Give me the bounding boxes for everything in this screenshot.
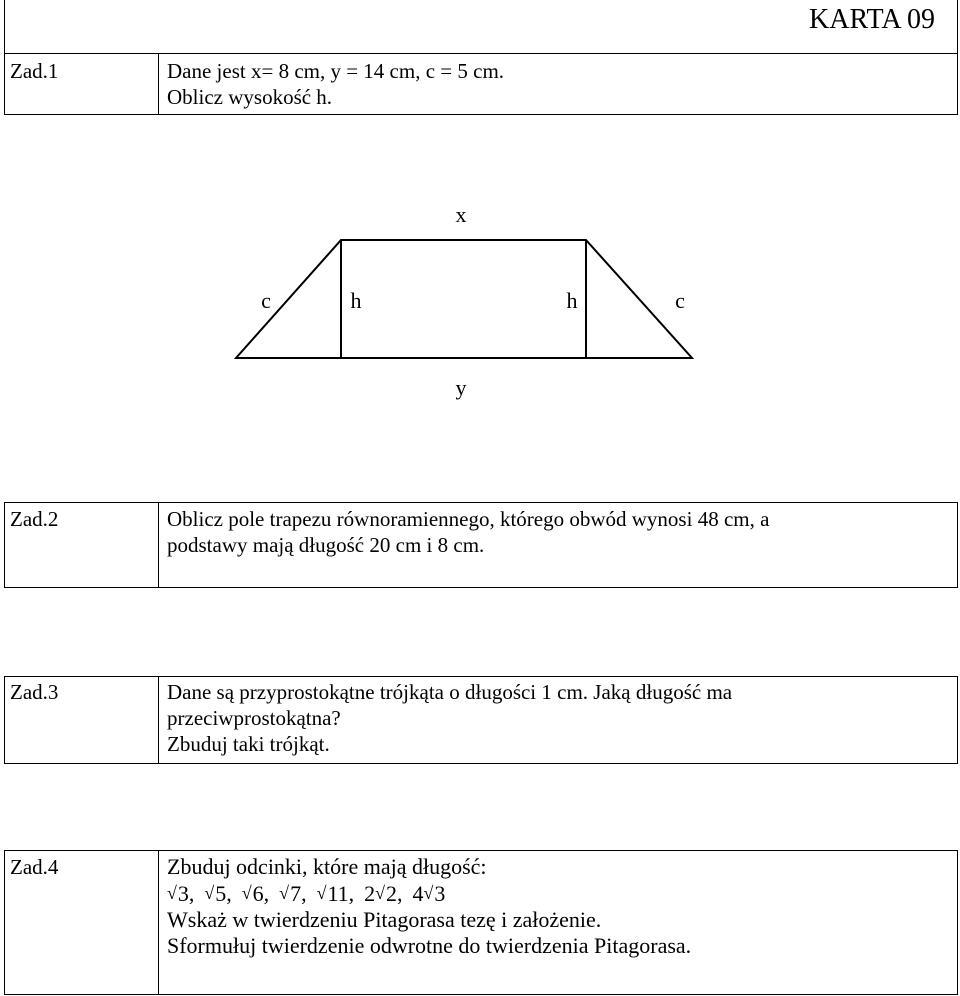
sqrt-icon: √ [423,883,434,903]
task-4-text [167,854,691,959]
task-3-divider [158,676,159,764]
sqrt-value [413,880,446,907]
sqrt-radicand: 6, [252,881,270,906]
task-3-line-3: Zbuduj taki trójkąt. [167,732,330,756]
task-3-text [167,679,732,757]
task-4-line-4: Sformułuj twierdzenie odwrotne do twierdzenia Pitagorasa. [167,933,692,958]
sqrt-icon: √ [316,883,327,903]
task-4-line-3: Wskaż w twierdzeniu Pitagorasa tezę i założenie. [167,907,602,932]
sqrt-coefficient: 2 [364,881,376,906]
sqrt-icon: √ [279,883,290,903]
sqrt-value [204,880,231,907]
sqrt-value [279,880,306,907]
sqrt-icon: √ [241,883,252,903]
sqrt-radicand: 5, [215,881,232,906]
sqrt-icon: √ [375,883,386,903]
sqrt-value [364,880,402,907]
task-2-line-2: podstawy mają długość 20 cm i 8 cm. [167,533,485,557]
sqrt-icon: √ [204,883,215,903]
label-y: y [455,375,467,400]
sqrt-value [242,880,269,907]
sqrt-value [317,880,355,907]
task-4-label: Zad.4 [10,855,59,879]
sqrt-radicand: 3, [177,881,195,906]
task-3-line-2: przeciwprostokątna? [167,706,341,730]
label-x: x [455,202,467,227]
task-1-line-2: Oblicz wysokość h. [167,85,333,109]
page-title-text: KARTA 09 [809,4,935,35]
task-4-divider [158,850,159,995]
sqrt-coefficient: 4 [412,881,424,906]
page-title [5,4,959,36]
sqrt-radicand: 7, [290,881,307,906]
task-1-line-1: Dane jest x= 8 cm, y = 14 cm, c = 5 cm. [167,59,505,83]
sqrt-icon: √ [167,883,177,903]
task-2-label: Zad.2 [10,507,59,531]
title-box [4,0,958,54]
task-3-line-1: Dane są przyprostokątne trójkąta o długości 1 cm. Jaką długość ma [167,680,733,704]
label-c-right: c [675,288,685,313]
task-2-divider [158,502,159,588]
task-2-line-1: Oblicz pole trapezu równoramiennego, którego obwód wynosi 48 cm, a [167,507,770,531]
sqrt-radicand: 11, [327,881,355,906]
sqrt-radicand: 3 [434,881,446,906]
task-3-label: Zad.3 [10,680,59,704]
sqrt-radicand: 2, [386,881,403,906]
task-4-roots [167,880,691,907]
label-h-right: h [566,288,578,313]
task-1-text [167,58,504,110]
task-4-line-1: Zbuduj odcinki, które mają długość: [167,854,487,879]
sqrt-value [167,880,194,907]
trapezoid-outline [236,240,692,358]
task-1-label: Zad.1 [10,59,59,83]
label-c-left: c [261,288,271,313]
trapezoid-figure [200,190,720,410]
label-h-left: h [350,288,362,313]
task-2-text [167,506,769,558]
task-1-divider [158,53,159,115]
